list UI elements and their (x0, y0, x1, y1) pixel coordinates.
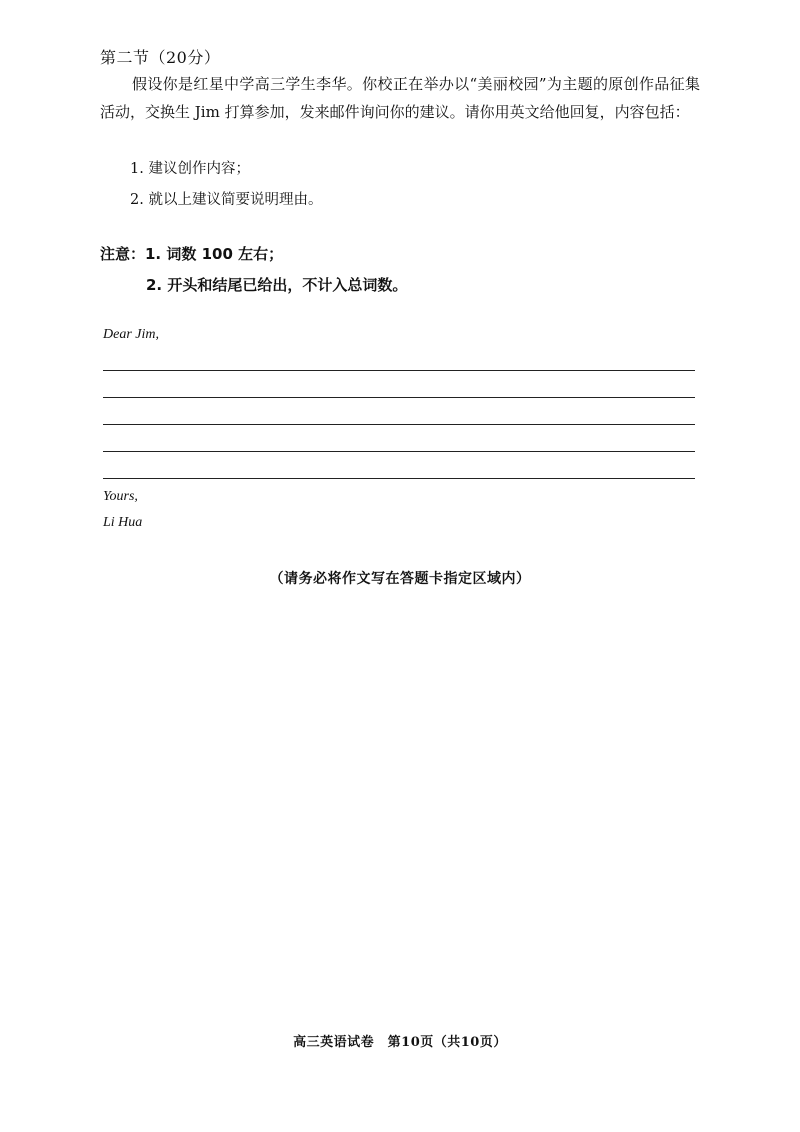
answer-sheet-instruction: （请务必将作文写在答题卡指定区域内） (269, 571, 531, 587)
requirement-item-1: 1. 建议创作内容； (130, 161, 250, 177)
requirement-item-2: 2. 就以上建议简要说明理由。 (130, 192, 323, 208)
page-footer: 高三英语试卷 第10页（共10页） (293, 1035, 507, 1050)
letter-signature: Li Hua (103, 515, 143, 530)
writing-line[interactable] (103, 370, 695, 371)
writing-line[interactable] (103, 478, 695, 479)
notes-block (100, 239, 407, 301)
section-title: 第二节（20分） (100, 48, 221, 67)
requirements-list (130, 154, 322, 216)
note-opening-closing: 2. 开头和结尾已给出，不计入总词数。 (146, 276, 408, 294)
writing-prompt: 假设你是红星中学高三学生李华。你校正在举办以“美丽校园”为主题的原创作品征集活动，交换生 Jim 打算参加，发来邮件询问你的建议。请你用英文给他回复，内容包括： (100, 75, 700, 121)
writing-line[interactable] (103, 451, 695, 452)
letter-closing: Yours, (103, 489, 138, 504)
note-word-count: 注意：1. 词数 100 左右； (100, 245, 284, 263)
writing-line[interactable] (103, 424, 695, 425)
letter-greeting: Dear Jim, (103, 327, 159, 342)
writing-line[interactable] (103, 397, 695, 398)
